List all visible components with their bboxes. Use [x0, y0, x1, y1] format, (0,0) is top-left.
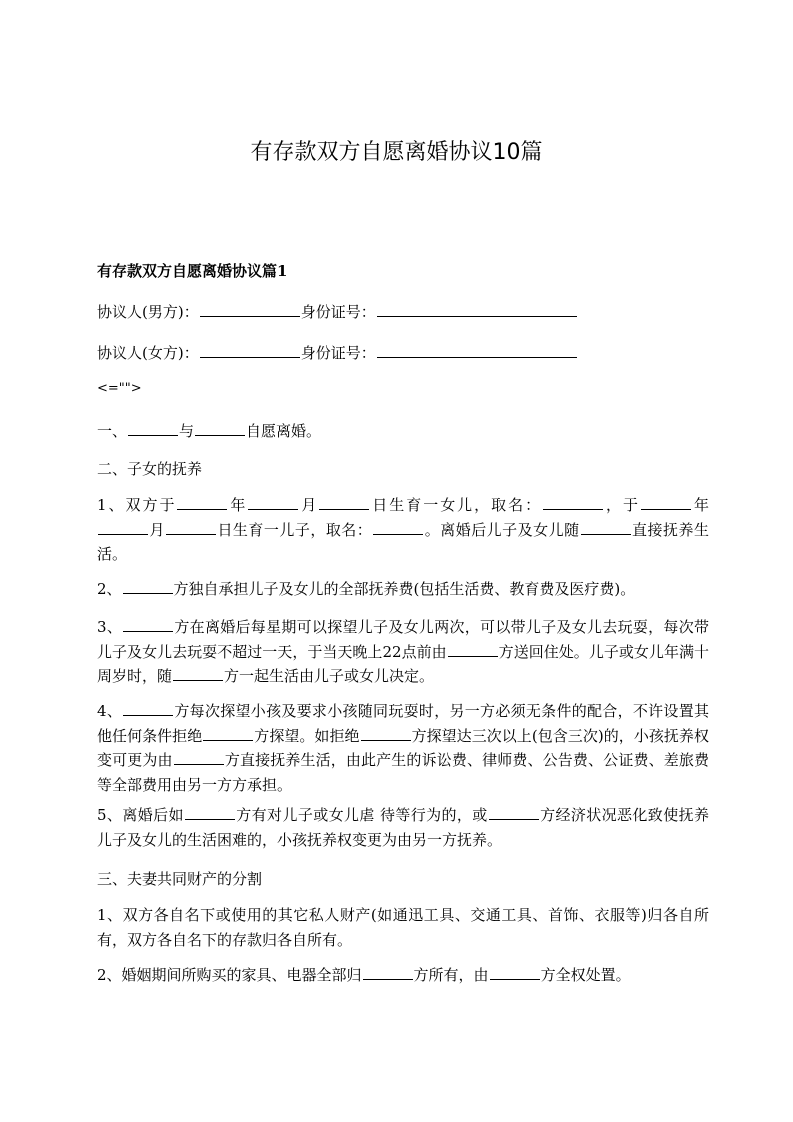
- party-female-line: [97, 341, 709, 365]
- party-female-name-blank: [200, 342, 300, 358]
- blank: [641, 494, 691, 510]
- property-clause-1: 1、双方各自名下或使用的其它私人财产(如通迅工具、交通工具、首饰、衣服等)归各自所有，双方各自名下的存款归各自所有。: [97, 906, 709, 949]
- section-2-heading: 二、子女的抚养: [97, 460, 203, 478]
- blank: [173, 665, 223, 681]
- article-heading: 有存款双方自愿离婚协议篇1: [97, 262, 288, 280]
- party-male-name-blank: [200, 301, 300, 317]
- blank: [248, 494, 298, 510]
- blank: [543, 494, 603, 510]
- blank: [177, 494, 227, 510]
- child-clause-5: 5、离婚后如 方有对儿子或女儿虐 待等行为的，或 方经济状况恶化致使抚养儿子及女儿的生活困难的，小孩抚养权变更为由另一方抚养。: [97, 806, 709, 849]
- party-female-id-label: 身份证号：: [300, 344, 376, 362]
- clause-1: 一、 与 自愿离婚。: [97, 422, 322, 440]
- child-clause-3: 3、 方在离婚后每星期可以探望儿子及女儿两次，可以带儿子及女儿去玩耍，每次带儿子及女儿去玩耍不超过一天，于当天晚上22点前由 方送回住处。儿子或女儿年满十周岁时，随 方一起生活由儿子或女儿决定。: [97, 618, 709, 685]
- blank: [166, 519, 216, 535]
- blank: [490, 964, 540, 980]
- blank: [98, 519, 148, 535]
- blank: [123, 578, 173, 594]
- property-clause-2: 2、婚姻期间所购买的家具、电器全部归 方所有，由 方全权处置。: [97, 966, 631, 984]
- party-female-label: 协议人(女方)：: [97, 344, 199, 362]
- blank: [448, 641, 498, 657]
- blank: [174, 749, 224, 765]
- blank: [319, 494, 369, 510]
- blank: [123, 700, 173, 716]
- party-male-id-blank: [377, 301, 577, 317]
- party-male-line: [97, 300, 709, 324]
- stray-markup-text: <="">: [97, 381, 142, 396]
- blank: [373, 519, 423, 535]
- section-3-heading: 三、夫妻共同财产的分割: [97, 870, 263, 888]
- party-female-id-blank: [377, 342, 577, 358]
- blank: [361, 725, 411, 741]
- child-clause-2: 2、 方独自承担儿子及女儿的全部抚养费(包括生活费、教育费及医疗费)。: [97, 580, 636, 598]
- blank: [581, 519, 631, 535]
- blank: [363, 964, 413, 980]
- child-clause-4: 4、 方每次探望小孩及要求小孩随同玩耍时，另一方必须无条件的配合，不许设置其他任何条件拒绝 方探望。如拒绝 方探望达三次以上(包含三次)的，小孩抚养权变可更为由 方直接抚养生活，由此产生的诉讼费、律师费、公告费、公证费、差旅费等全部费用由另一方方承担。: [97, 702, 709, 794]
- blank: [489, 804, 539, 820]
- blank: [185, 804, 235, 820]
- blank: [203, 725, 253, 741]
- child-clause-1: 1、双方于 年 月 日生育一女儿，取名： ，于 年月 日生育一儿子，取名： 。离婚后儿子及女儿随 直接抚养生活。: [97, 496, 709, 563]
- document-title: 有存款双方自愿离婚协议10篇: [250, 140, 543, 165]
- party-male-label: 协议人(男方)：: [97, 303, 199, 321]
- party-a-blank: [128, 420, 178, 436]
- party-male-id-label: 身份证号：: [300, 303, 376, 321]
- party-b-blank: [195, 420, 245, 436]
- blank: [123, 616, 173, 632]
